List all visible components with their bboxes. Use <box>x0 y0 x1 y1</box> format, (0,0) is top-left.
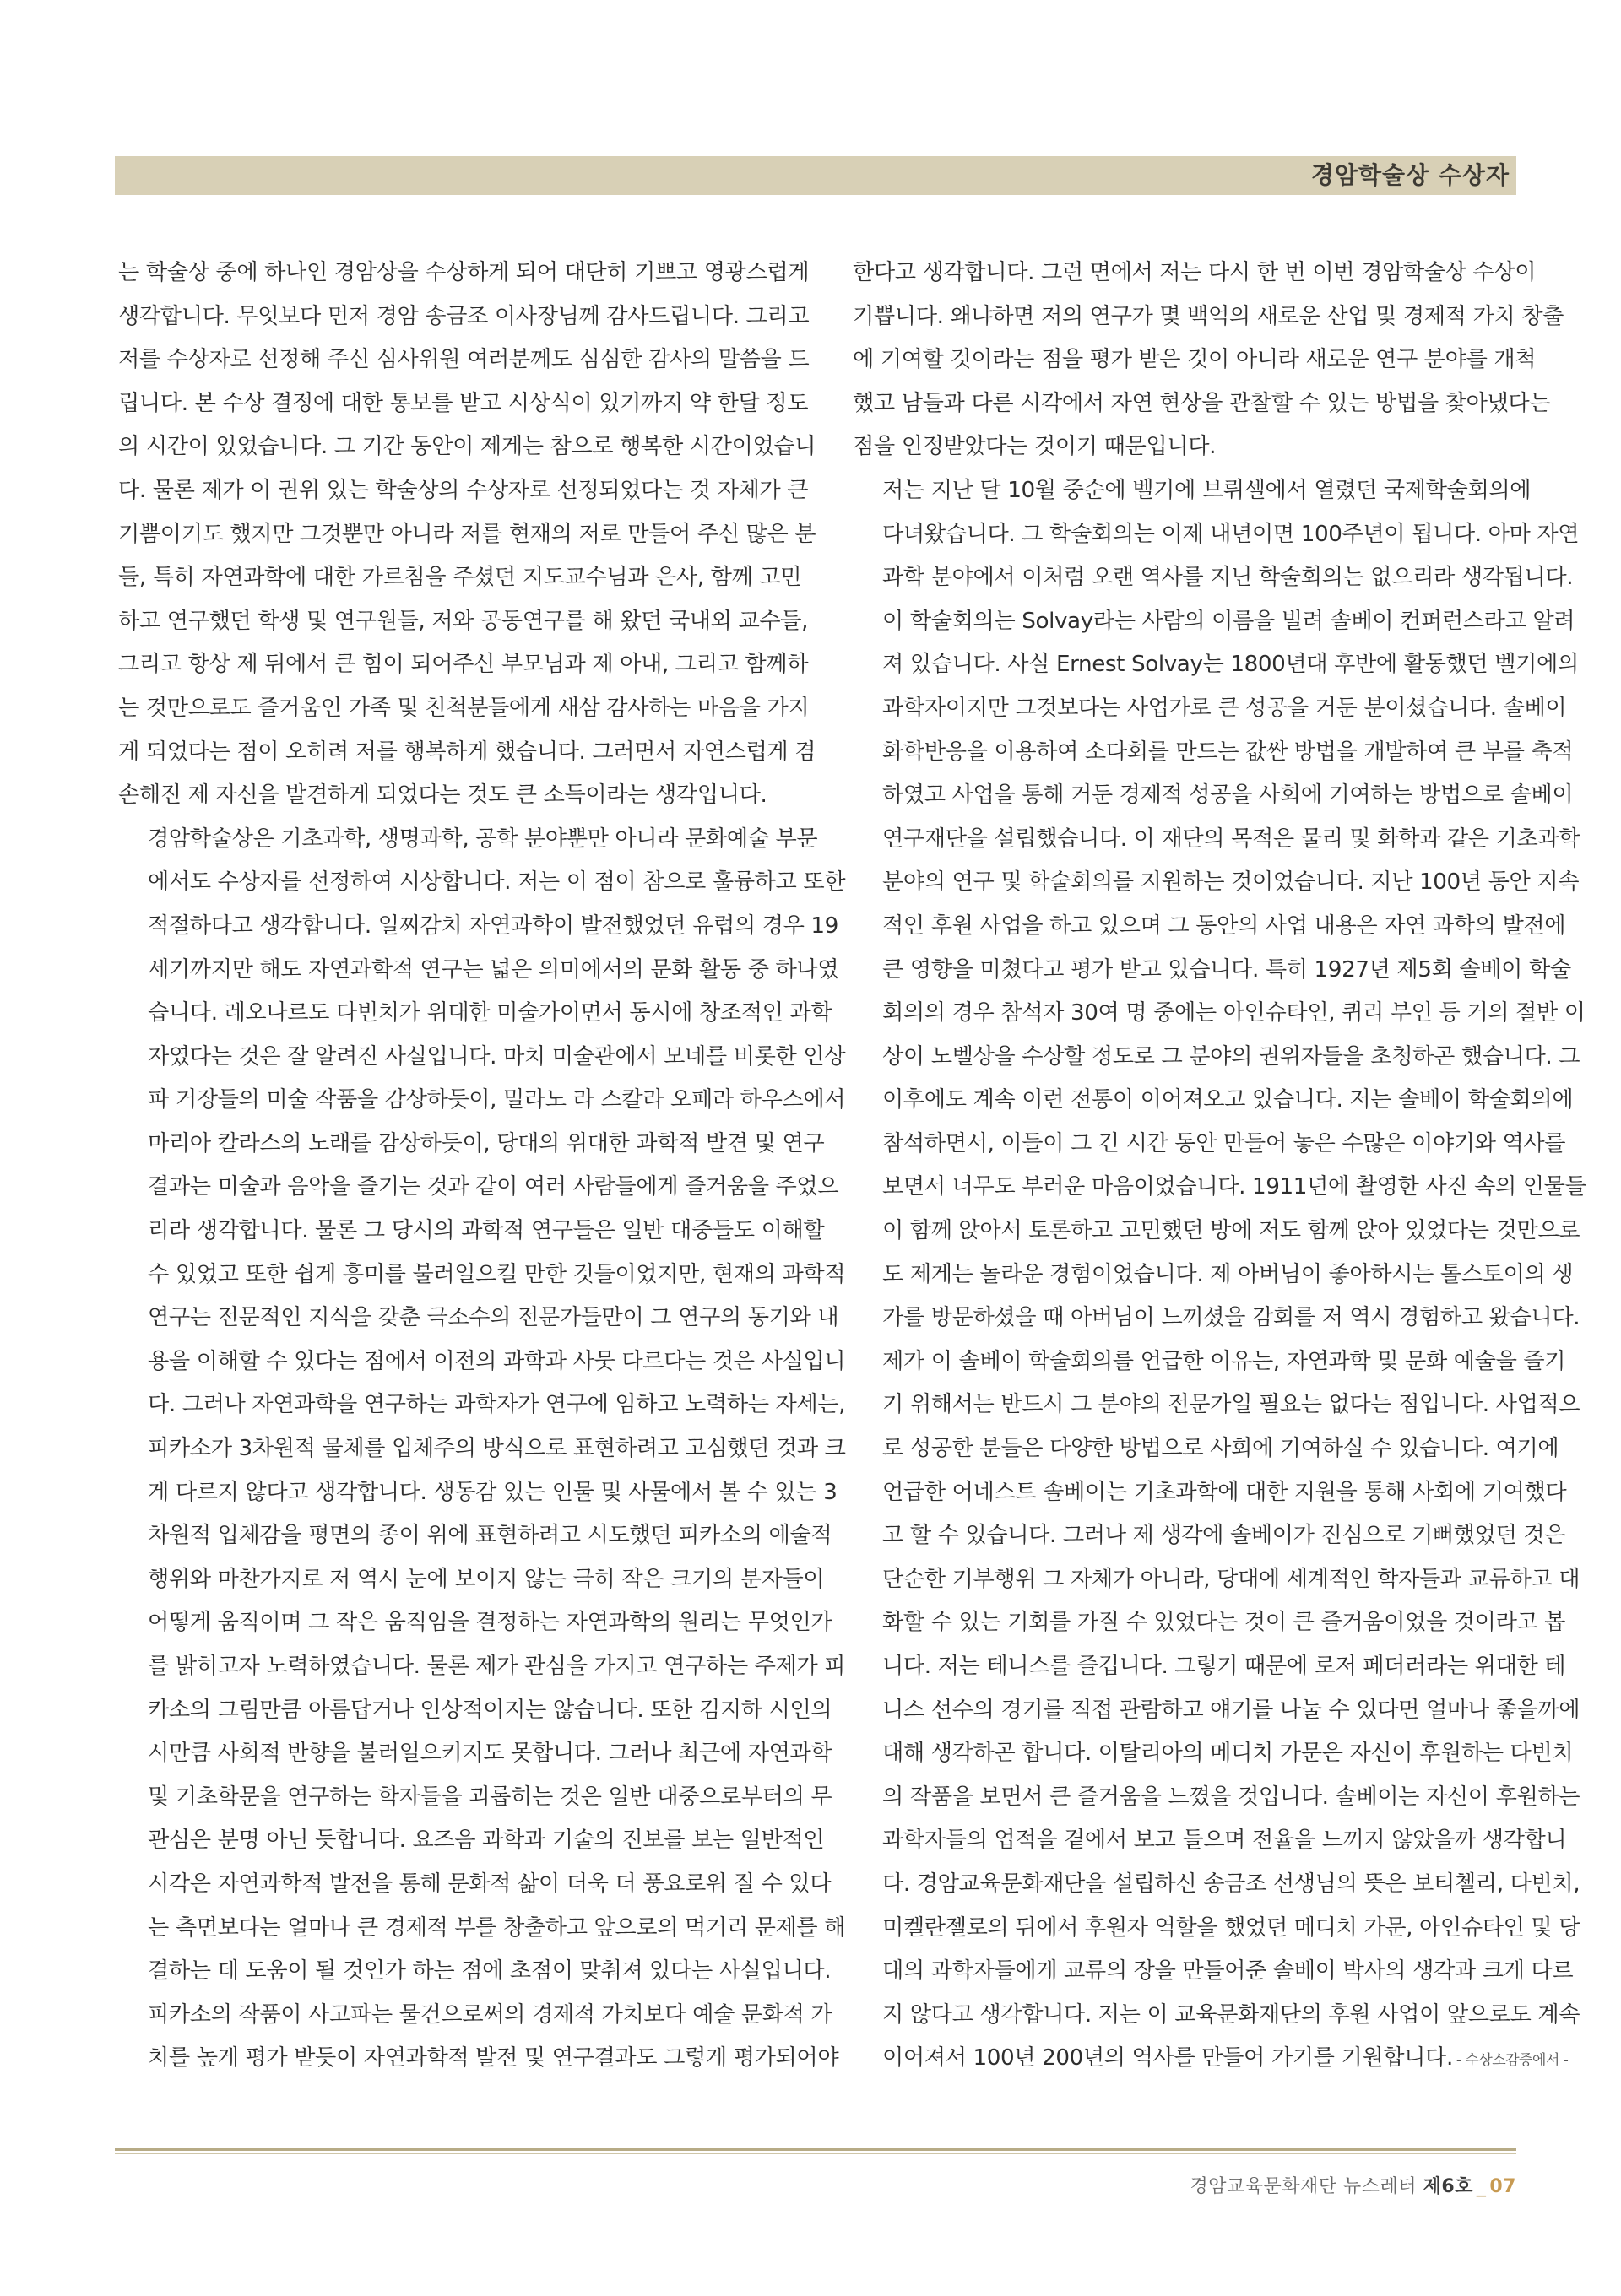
text-line: 에서도 수상자를 선정하여 시상합니다. 저는 이 점이 참으로 훌륭하고 또한 <box>148 869 846 896</box>
text-line: 분야의 연구 및 학술회의를 지원하는 것이었습니다. 지난 100년 동안 지속 <box>882 869 1580 896</box>
paragraph <box>118 252 816 818</box>
text-line: 게 다르지 않다고 생각합니다. 생동감 있는 인물 및 사물에서 볼 수 있는 3 <box>148 1479 838 1505</box>
text-line: 적인 후원 사업을 하고 있으며 그 동안의 사업 내용은 자연 과학의 발전에 <box>882 912 1566 939</box>
paragraph <box>118 818 846 2081</box>
text-line: 및 기초학문을 연구하는 학자들을 괴롭히는 것은 일반 대중으로부터의 무 <box>148 1784 832 1810</box>
text-line: 하고 연구했던 학생 및 연구원들, 저와 공동연구를 해 왔던 국내외 교수들, <box>118 608 809 634</box>
signature-note: - 수상소감중에서 - <box>1456 2052 1569 2070</box>
text-line: 행위와 마찬가지로 저 역시 눈에 보이지 않는 극히 작은 크기의 분자들이 <box>148 1566 825 1592</box>
text-line: 립니다. 본 수상 결정에 대한 통보를 받고 시상식이 있기까지 약 한달 정도 <box>118 390 809 416</box>
text-line: 다녀왔습니다. 그 학술회의는 이제 내년이면 100주년이 됩니다. 아마 자연 <box>882 521 1580 547</box>
text-line: 기쁩니다. 왜냐하면 저의 연구가 몇 백억의 새로운 산업 및 경제적 가치 창출 <box>853 303 1564 329</box>
text-line: 습니다. 레오나르도 다빈치가 위대한 미술가이면서 동시에 창조적인 과학 <box>148 1000 832 1026</box>
text-line: 파 거장들의 미술 작품을 감상하듯이, 밀라노 라 스칼라 오페라 하우스에서 <box>148 1087 846 1113</box>
section-header-bar <box>115 156 1516 195</box>
text-line: 대해 생각하곤 합니다. 이탈리아의 메디치 가문은 자신이 후원하는 다빈치 <box>882 1741 1574 1767</box>
text-line: 과학 분야에서 이처럼 오랜 역사를 지닌 학술회의는 없으리라 생각됩니다. <box>882 565 1574 591</box>
text-line: 니다. 저는 테니스를 즐깁니다. 그렇기 때문에 로저 페더러라는 위대한 테 <box>882 1654 1566 1679</box>
text-line: 다. 물론 제가 이 권위 있는 학술상의 수상자로 선정되었다는 것 자체가 큰 <box>118 477 809 503</box>
text-line: 참석하면서, 이들이 그 긴 시간 동안 만들어 놓은 수많은 이야기와 역사를 <box>882 1130 1566 1156</box>
text-line: 단순한 기부행위 그 자체가 아니라, 당대에 세계적인 학자들과 교류하고 대 <box>882 1566 1580 1592</box>
text-line: 결하는 데 도움이 될 것인가 하는 점에 초점이 맞춰져 있다는 사실입니다. <box>148 1958 832 1985</box>
text-line: 관심은 분명 아닌 듯합니다. 요즈음 과학과 기술의 진보를 보는 일반적인 <box>148 1828 825 1854</box>
text-line: 이 학술회의는 Solvay라는 사람의 이름을 빌려 솔베이 컨퍼런스라고 알려 <box>882 608 1575 634</box>
section-title: 경암학술상 수상자 <box>1310 161 1510 189</box>
text-line: 니스 선수의 경기를 직접 관람하고 얘기를 나눌 수 있다면 얼마나 좋을까에 <box>882 1697 1580 1723</box>
text-line: 이어져서 100년 200년의 역사를 만들어 가기를 기원합니다. - 수상소감중에서 - <box>882 2045 1569 2071</box>
text-line: 로 성공한 분들은 다양한 방법으로 사회에 기여하실 수 있습니다. 여기에 <box>882 1436 1559 1462</box>
page-number: 07 <box>1489 2176 1516 2197</box>
footer-divider <box>115 2148 1516 2151</box>
text-line: 하였고 사업을 통해 거둔 경제적 성공을 사회에 기여하는 방법으로 솔베이 <box>882 782 1574 809</box>
text-line: 차원적 입체감을 평면의 종이 위에 표현하려고 시도했던 피카소의 예술적 <box>148 1523 832 1549</box>
text-line: 상이 노벨상을 수상할 정도로 그 분야의 권위자들을 초청하곤 했습니다. 그 <box>882 1043 1580 1069</box>
article-left-column <box>118 252 846 2081</box>
text-line: 과학자이지만 그것보다는 사업가로 큰 성공을 거둔 분이셨습니다. 솔베이 <box>882 695 1567 721</box>
issue-number: 제6호 <box>1423 2176 1473 2197</box>
text-line: 했고 남들과 다른 시각에서 자연 현상을 관찰할 수 있는 방법을 찾아냈다는 <box>853 390 1551 416</box>
text-line: 의 작품을 보면서 큰 즐거움을 느꼈을 것입니다. 솔베이는 자신이 후원하는 <box>882 1784 1580 1810</box>
publication-name: 경암교육문화재단 뉴스레터 <box>1190 2176 1418 2197</box>
text-line: 고 할 수 있습니다. 그러나 제 생각에 솔베이가 진심으로 기뻐했었던 것은 <box>882 1523 1566 1549</box>
text-line: 세기까지만 해도 자연과학적 연구는 넓은 의미에서의 문화 활동 중 하나였 <box>148 956 839 983</box>
text-line: 져 있습니다. 사실 Ernest Solvay는 1800년대 후반에 활동했던 벨기에의 <box>882 652 1579 678</box>
text-line: 피카소의 작품이 사고파는 물건으로써의 경제적 가치보다 예술 문화적 가 <box>148 2001 832 2028</box>
text-line: 카소의 그림만큼 아름답거나 인상적이지는 않습니다. 또한 김지하 시인의 <box>148 1697 832 1723</box>
text-line: 연구재단을 설립했습니다. 이 재단의 목적은 물리 및 화학과 같은 기초과학 <box>882 826 1580 852</box>
text-line: 화할 수 있는 기회를 가질 수 있었다는 것이 큰 즐거움이었을 것이라고 봅 <box>882 1610 1566 1636</box>
paragraph <box>853 469 1586 2083</box>
text-line: 경암학술상은 기초과학, 생명과학, 공학 분야뿐만 아니라 문화예술 부문 <box>148 826 818 852</box>
text-line: 는 것만으로도 즐거움인 가족 및 친척분들에게 새삼 감사하는 마음을 가지 <box>118 695 810 721</box>
text-line: 기쁨이기도 했지만 그것뿐만 아니라 저를 현재의 저로 만들어 주신 많은 분 <box>118 521 816 547</box>
text-line: 대의 과학자들에게 교류의 장을 만들어준 솔베이 박사의 생각과 크게 다르 <box>882 1958 1574 1985</box>
footer-separator: _ <box>1476 2176 1487 2197</box>
article-right-column <box>853 252 1586 2083</box>
text-line: 회의의 경우 참석자 30여 명 중에는 아인슈타인, 퀴리 부인 등 거의 절반 이 <box>882 1000 1586 1026</box>
text-line: 점을 인정받았다는 것이기 때문입니다. <box>853 434 1217 460</box>
text-line: 다. 경암교육문화재단을 설립하신 송금조 선생님의 뜻은 보티첼리, 다빈치, <box>882 1871 1580 1897</box>
footer-divider-thin <box>115 2153 1516 2154</box>
text-line: 언급한 어네스트 솔베이는 기초과학에 대한 지원을 통해 사회에 기여했다 <box>882 1479 1567 1505</box>
text-line: 이후에도 계속 이런 전통이 이어져오고 있습니다. 저는 솔베이 학술회의에 <box>882 1087 1574 1113</box>
text-line: 손해진 제 자신을 발견하게 되었다는 것도 큰 소득이라는 생각입니다. <box>118 782 767 809</box>
text-line: 저는 지난 달 10월 중순에 벨기에 브뤼셀에서 열렸던 국제학술회의에 <box>882 477 1532 503</box>
text-line: 저를 수상자로 선정해 주신 심사위원 여러분께도 심심한 감사의 말씀을 드 <box>118 347 810 373</box>
text-line: 연구는 전문적인 지식을 갖춘 극소수의 전문가들만이 그 연구의 동기와 내 <box>148 1305 839 1331</box>
text-line: 자였다는 것은 잘 알려진 사실입니다. 마치 미술관에서 모네를 비롯한 인상 <box>148 1043 846 1069</box>
text-line: 는 학술상 중에 하나인 경암상을 수상하게 되어 대단히 기쁘고 영광스럽게 <box>118 260 810 285</box>
text-line: 과학자들의 업적을 곁에서 보고 들으며 전율을 느끼지 않았을까 생각합니 <box>882 1828 1567 1854</box>
paragraph <box>853 252 1564 469</box>
text-line: 보면서 너무도 부러운 마음이었습니다. 1911년에 촬영한 사진 속의 인물들 <box>882 1174 1586 1200</box>
text-line: 들, 특히 자연과학에 대한 가르침을 주셨던 지도교수님과 은사, 함께 고민 <box>118 565 802 591</box>
text-line: 를 밝히고자 노력하였습니다. 물론 제가 관심을 가지고 연구하는 주제가 피 <box>148 1654 846 1679</box>
text-line: 미켈란젤로의 뒤에서 후원자 역할을 했었던 메디치 가문, 아인슈타인 및 당 <box>882 1914 1580 1941</box>
text-line: 피카소가 3차원적 물체를 입체주의 방식으로 표현하려고 고심했던 것과 크 <box>148 1436 846 1462</box>
text-line: 가를 방문하셨을 때 아버님이 느끼셨을 감회를 저 역시 경험하고 왔습니다. <box>882 1305 1580 1331</box>
text-line: 에 기여할 것이라는 점을 평가 받은 것이 아니라 새로운 연구 분야를 개척 <box>853 347 1537 373</box>
text-line: 적절하다고 생각합니다. 일찌감치 자연과학이 발전했었던 유럽의 경우 19 <box>148 912 838 939</box>
text-line: 의 시간이 있었습니다. 그 기간 동안이 제게는 참으로 행복한 시간이었습니 <box>118 434 816 460</box>
text-line: 지 않다고 생각합니다. 저는 이 교육문화재단의 후원 사업이 앞으로도 계속 <box>882 2001 1580 2028</box>
page-footer <box>1190 2172 1516 2198</box>
text-line: 시각은 자연과학적 발전을 통해 문화적 삶이 더욱 더 풍요로워 질 수 있다 <box>148 1871 832 1897</box>
text-line: 화학반응을 이용하여 소다회를 만드는 값싼 방법을 개발하여 큰 부를 축적 <box>882 739 1574 765</box>
text-line: 도 제게는 놀라운 경험이었습니다. 제 아버님이 좋아하시는 톨스토이의 생 <box>882 1261 1574 1287</box>
text-line: 생각합니다. 무엇보다 먼저 경암 송금조 이사장님께 감사드립니다. 그리고 <box>118 303 810 329</box>
text-line: 한다고 생각합니다. 그런 면에서 저는 다시 한 번 이번 경암학술상 수상이 <box>853 260 1537 285</box>
text-line: 용을 이해할 수 있다는 점에서 이전의 과학과 사뭇 다르다는 것은 사실입니 <box>148 1348 846 1374</box>
text-line: 다. 그러나 자연과학을 연구하는 과학자가 연구에 임하고 노력하는 자세는, <box>148 1392 846 1418</box>
text-line: 는 측면보다는 얼마나 큰 경제적 부를 창출하고 앞으로의 먹거리 문제를 해 <box>148 1914 846 1941</box>
text-line: 게 되었다는 점이 오히려 저를 행복하게 했습니다. 그러면서 자연스럽게 겸 <box>118 739 816 765</box>
text-line: 치를 높게 평가 받듯이 자연과학적 발전 및 연구결과도 그렇게 평가되어야 <box>148 2045 839 2071</box>
text-line: 이 함께 앉아서 토론하고 고민했던 방에 저도 함께 앉아 있었다는 것만으로 <box>882 1218 1580 1244</box>
text-line: 기 위해서는 반드시 그 분야의 전문가일 필요는 없다는 점입니다. 사업적으 <box>882 1392 1580 1418</box>
text-line: 시만큼 사회적 반향을 불러일으키지도 못합니다. 그러나 최근에 자연과학 <box>148 1741 832 1767</box>
text-line: 결과는 미술과 음악을 즐기는 것과 같이 여러 사람들에게 즐거움을 주었으 <box>148 1174 839 1200</box>
text-line: 리라 생각합니다. 물론 그 당시의 과학적 연구들은 일반 대중들도 이해할 <box>148 1218 825 1244</box>
text-line: 제가 이 솔베이 학술회의를 언급한 이유는, 자연과학 및 문화 예술을 즐기 <box>882 1348 1566 1374</box>
text-line: 어떻게 움직이며 그 작은 움직임을 결정하는 자연과학의 원리는 무엇인가 <box>148 1610 832 1636</box>
text-line: 그리고 항상 제 뒤에서 큰 힘이 되어주신 부모님과 제 아내, 그리고 함께하 <box>118 652 809 678</box>
text-line: 마리아 칼라스의 노래를 감상하듯이, 당대의 위대한 과학적 발견 및 연구 <box>148 1130 825 1156</box>
text-line: 큰 영향을 미쳤다고 평가 받고 있습니다. 특히 1927년 제5회 솔베이 학술 <box>882 956 1571 983</box>
text-line: 수 있었고 또한 쉽게 흥미를 불러일으킬 만한 것들이었지만, 현재의 과학적 <box>148 1261 846 1287</box>
